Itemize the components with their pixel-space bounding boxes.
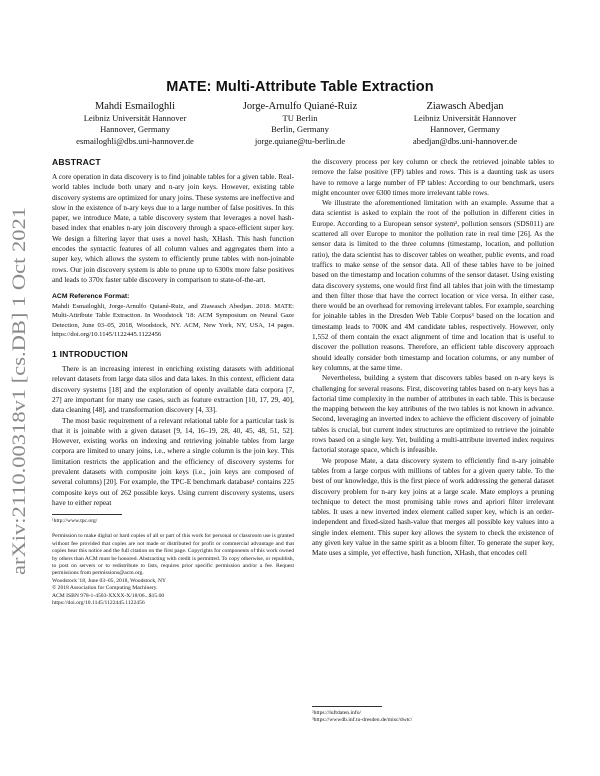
author-affiliation: Leibniz Universität Hannover xyxy=(413,112,517,123)
intro-paragraph-1: There is an increasing interest in enriching existing datasets with additional relevant datasets from large data silos and data lakes. In this context, efficient data discovery systems [18] and the exploration of openly available data corpora [7, 27] are important for many use cases, such as feature extraction [10, 17, 29, 40], data cleaning [48], and transformation discovery [4, 33]. xyxy=(52,364,294,415)
permission-notice: Permission to make digital or hard copies of all or part of this work for personal or classroom use is granted without fee provided that copies are not made or distributed for profit or commercial advantage and that copies bear this notice and the full citation on the first page. Copyrights for components of this work owned by others than ACM must be honored. Abstracting with credit is permitted. To copy otherwise, or republish, to post on servers or to redistribute to lists, requires prior specific permission and/or a fee. Request permissions from permissions@acm.org. xyxy=(52,533,294,577)
right-column xyxy=(312,157,554,559)
arxiv-sidebar-stamp xyxy=(6,205,32,575)
paper-title: MATE: Multi-Attribute Table Extraction xyxy=(166,79,434,95)
author-3 xyxy=(380,101,550,147)
footnote-dwtc: ³https://wwwdb.inf.tu-dresden.de/misc/dwtc/ xyxy=(312,717,413,724)
acm-reference xyxy=(52,293,294,339)
author-2 xyxy=(215,101,385,147)
footnote-divider xyxy=(52,514,122,515)
venue-line: Woodstock '18, June 03–05, 2018, Woodstock, NY xyxy=(52,577,167,584)
author-affiliation: TU Berlin xyxy=(282,112,318,123)
footnote-luftdaten: ²https://luftdaten.info/ xyxy=(312,710,362,716)
right-paragraph-3: Nevertheless, building a system that discovers tables based on n-ary keys is challenging for several reasons. First, discovering tables based on n-ary keys has a factorial time complexity in the number of attributes in each table. This is because the mapping between the key attributes of the two tables is not known in advance. Second, leveraging an inverted index to achieve the efficient discovery of joinable tables is crucial, but current index structures are optimized to retrieve the joinable rows based on a single key. Yet, building a multi-attribute inverted index requires factorial storage space, which is infeasible. xyxy=(312,373,554,455)
author-location: Hannover, Germany xyxy=(430,124,500,135)
footnote-divider xyxy=(312,706,382,707)
arxiv-identifier: arXiv:2110.00318v1 [cs.DB] 1 Oct 2021 xyxy=(9,264,30,575)
author-email: jorge.quiane@tu-berlin.de xyxy=(254,135,346,146)
author-location: Berlin, Germany xyxy=(271,124,329,135)
author-block xyxy=(50,101,550,151)
doi-line: https://doi.org/10.1145/1122445.1122456 xyxy=(52,600,145,607)
author-affiliation: Leibniz Universität Hannover xyxy=(83,112,187,123)
right-paragraph-1: the discovery process per key column or check the retrieved joinable tables to remove the false positive (FP) tables and rows. This is a daunting task as users have to remove a large number of FP tables: According to our benchmark, users might encounter over 6300 times more irrelevant table rows. xyxy=(312,157,554,197)
right-paragraph-4: We propose Mate, a data discovery system to efficiently find n-ary joinable tables from a large corpus with millions of tables for a given query table. To the best of our knowledge, this is the first piece of work addressing the general dataset discovery problem for n-ary key joins at a large scale. Mate employs a pruning technique to detect the most promising table rows and apriori filter irrelevant tables. It uses a new inverted index element called super key, which is an order-independent and fixed-sized hash-value that merges all possible key values into a single index element. This super key allows the system to check the existence of any given key value in the same spirit as a bloom filter. To generate the super key, Mate uses a simple, yet effective, hash function, XHash, that encodes cell xyxy=(312,455,554,558)
author-name: Jorge-Arnulfo Quiané-Ruiz xyxy=(242,101,358,112)
author-email: abedjan@dbs.uni-hannover.de xyxy=(412,135,518,146)
right-paragraph-2: We illustrate the aforementioned limitation with an example. Assume that a data scientist is asked to explain the root of the pollution in different cities in Europe. According to a European sensor system², pollution sensors (SDS011) are scattered all over Europe to monitor the pollution rate in real time [26]. As the sensor data is limited to the three columns (timestamp, location, and pollution ratio), the data scientist has to discover tables on weather, public events, and road traffics to make sense of the sensor data. All of these tables have to be joined based on the timestamp and location columns of the sensor dataset. Using existing data discovery systems, one would first find all tables that join with the timestamp and then filter those that have the correct location or vice versa. In either case, there would be an overhead for removing irrelevant tables. For example, searching for joinable tables in the Dresden Web Table Corpus³ based on the location and timestamp leads to 700K and 4M candidate tables, respectively. However, only 1,552 of them contain the exact alignment of time and location that is useful to discover the pollution reasons. Therefore, an efficient table discovery approach should ideally consider both timestamp and location columns, or any number of key columns, at the same time. xyxy=(312,198,554,372)
author-email: esmailoghli@dbs.uni-hannover.de xyxy=(76,135,194,146)
copyright-line: © 2018 Association for Computing Machinery. xyxy=(52,585,158,592)
introduction-heading: 1 INTRODUCTION xyxy=(52,349,128,360)
author-location: Hannover, Germany xyxy=(100,124,170,135)
acm-reference-text: Mahdi Esmailoghli, Jorge-Arnulfo Quiané-Ruiz, and Ziawasch Abedjan. 2018. MATE: Multi-Attribute Table Extraction. In Woodstock '18: ACM Symposium on Neural Gaze Detection, June 03–05, 2018, Woodstock, NY. ACM, New York, NY, USA, 14 pages. https://doi.org/10.1145/1122445.1122456 xyxy=(52,303,294,338)
intro-paragraph-2: The most basic requirement of a relevant relational table for a particular task is that it is joinable with a given dataset [9, 14, 16–19, 28, 40, 45, 48, 51, 52]. However, existing works on indexing and retrieving joinable tables from large corpora are limited to unary joins, i.e., where a single column is the join key. This limitation restricts the application and the efficiency of discovery systems for prevalent datasets with composite join keys (i.e., join keys are composed of several columns) [20]. For example, the TPC-E benchmark database¹ contains 225 composite keys out of 262 possible keys. Using current discovery systems, users have to either repeat xyxy=(52,415,294,507)
isbn-line: ACM ISBN 978-1-4503-XXXX-X/18/06...$15.00 xyxy=(52,592,165,599)
left-column xyxy=(52,157,294,608)
abstract-heading: ABSTRACT xyxy=(52,157,101,167)
right-footnotes xyxy=(312,700,554,724)
author-name: Mahdi Esmailoghli xyxy=(95,101,175,112)
author-1 xyxy=(50,101,220,147)
abstract-text: A core operation in data discovery is to find joinable tables for a given table. Real-world tables include both unary and n-ary join keys. However, existing table discovery systems are optimized for unary joins. These systems are ineffective and slow in the existence of n-ary keys due to a large number of false positives. In this paper, we introduce Mate, a table discovery system that leverages a novel hash-based index that enables n-ary join discovery through a space-efficient super key. We design a filtering layer that uses a novel hash, XHash. This hash function encodes the syntactic features of all column values and aggregates them into a super key, which allows the system to efficiently prune tables with non-joinable rows. Our join discovery system is able to prune up to 6300x more false positives and leads to 370x faster table discovery in comparison to state-of-the-art. xyxy=(52,172,294,284)
author-name: Ziawasch Abedjan xyxy=(426,101,504,112)
acm-reference-heading: ACM Reference Format: xyxy=(52,293,130,301)
footnote-tpc: ¹http://www.tpc.org/ xyxy=(52,518,98,525)
